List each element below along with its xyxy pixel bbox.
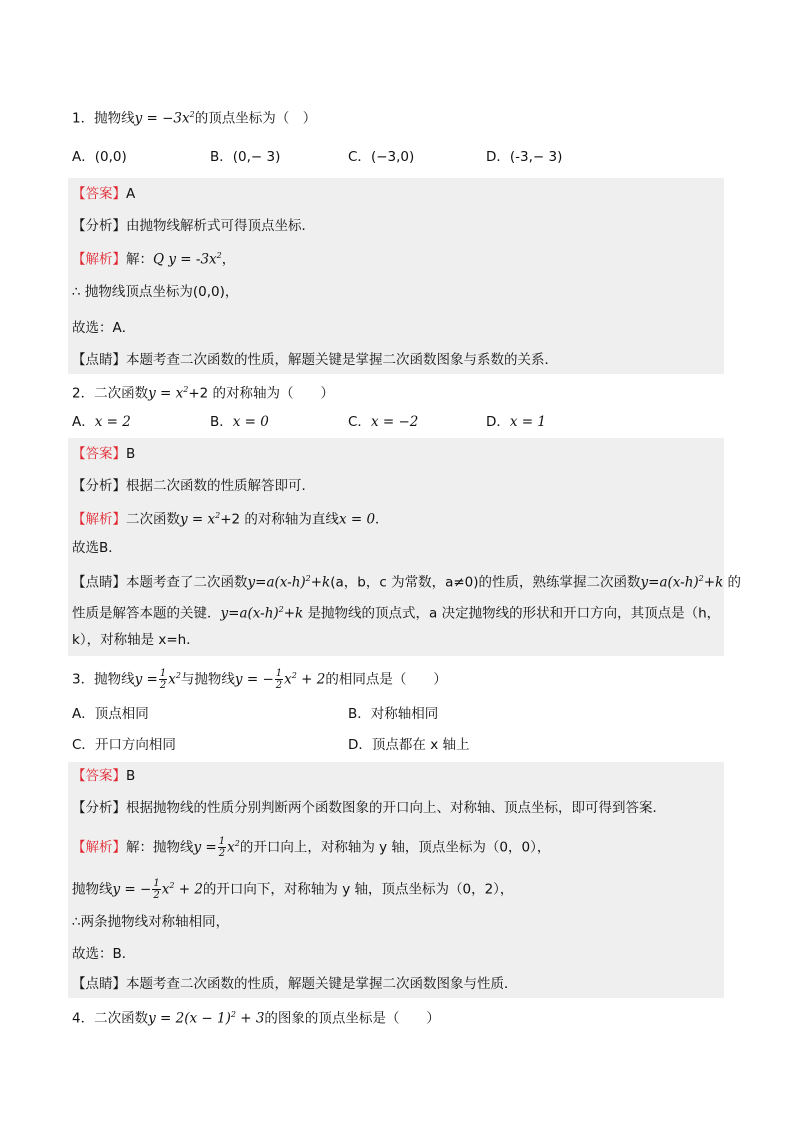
question-3-option-d: D．顶点都在 x 轴上 xyxy=(348,737,470,753)
comment-line: 【点睛】本题考查二次函数的性质，解题关键是掌握二次函数图象与性质． xyxy=(72,976,518,992)
question-2-option-b: B．x = 0 xyxy=(210,414,269,430)
answer-line: 【答案】A xyxy=(72,186,136,202)
question-4-stem: 4．二次函数$y = 2(x - 1)^2 + 3$的图象的顶点坐标是（ ） xyxy=(72,1010,440,1027)
question-1-option-c: C．(−3,0) xyxy=(348,149,415,165)
question-2-option-d: D．x = 1 xyxy=(486,414,547,430)
stem-text: 的顶点坐标为（ ） xyxy=(194,110,317,127)
solution-line: 【解析】解：抛物线y = $\frac{1}{2}$ $x^2$的开口向上，对称轴为 y 轴，顶点坐标为（0，0）， xyxy=(72,836,551,859)
formula: y = −3x xyxy=(134,110,190,127)
solution-line: 【解析】解：Q $y = -3x^2$， xyxy=(72,251,236,268)
solution-line: ∴两条抛物线对称轴相同， xyxy=(72,914,230,930)
formula-exponent: 2 xyxy=(189,110,195,119)
fraction: $\frac{1}{2}$ xyxy=(218,836,226,859)
fraction: $\frac{1}{2}$ xyxy=(275,668,283,691)
comment-line: 性质是解答本题的关键．$y=a(x-h)^2+k$ 是抛物线的顶点式，a 决定抛物线的形状和开口方向，其顶点是（h， xyxy=(72,605,721,622)
comment-line: 【点睛】本题考查了二次函数$y=a(x-h)^2+k(a$，b，c 为常数，a≠0)的性质，熟练掌握二次函数$y=a(x-h)^2+k$ 的 xyxy=(72,574,742,591)
solution-line: 故选B． xyxy=(72,540,122,556)
answer-tag: 【答案】 xyxy=(72,186,126,202)
question-3-option-b: B．对称轴相同 xyxy=(348,706,439,722)
solution-line: 抛物线y = − $\frac{1}{2}$ $x^2 + 2$的开口向下，对称轴为 y 轴，顶点坐标为（0，2）， xyxy=(72,878,514,901)
solution-tag: 【解析】 xyxy=(72,251,126,268)
question-2-answer-block xyxy=(68,438,742,656)
answer-line: 【答案】B xyxy=(72,768,136,784)
question-1-answer-block xyxy=(68,178,724,374)
analysis-line: 【分析】根据抛物线的性质分别判断两个函数图象的开口向上、对称轴、顶点坐标，即可得到答案． xyxy=(72,800,666,816)
question-1-option-a: A．(0,0) xyxy=(72,149,127,165)
question-1-stem xyxy=(72,105,722,129)
answer-line: 【答案】B xyxy=(72,446,136,462)
question-1-option-d: D．(-3,− 3) xyxy=(486,149,563,165)
fraction: $\frac{1}{2}$ xyxy=(159,668,167,691)
question-3-option-a: A．顶点相同 xyxy=(72,706,149,722)
question-2-option-c: C．x = −2 xyxy=(348,414,419,430)
solution-line: 故选：A． xyxy=(72,320,136,336)
stem-text: 1．抛物线 xyxy=(72,110,135,127)
question-2-stem: 2．二次函数$y = x^2+2$ 的对称轴为（ ） xyxy=(72,385,335,402)
solution-line: ∴ 抛物线顶点坐标为(0,0)， xyxy=(72,284,239,300)
question-3-option-c: C．开口方向相同 xyxy=(72,737,176,753)
comment-line: 【点睛】本题考查二次函数的性质，解题关键是掌握二次函数图象与系数的关系． xyxy=(72,352,558,368)
question-2-option-a: A．x = 2 xyxy=(72,414,131,430)
question-3-answer-block xyxy=(68,762,724,998)
comment-line: k），对称轴是 x=h． xyxy=(72,632,200,648)
solution-line: 【解析】二次函数$y = x^2+2$ 的对称轴为直线x = 0． xyxy=(72,511,389,528)
analysis-line: 【分析】根据二次函数的性质解答即可． xyxy=(72,478,315,494)
question-3-stem: 3．抛物线y = $\frac{1}{2}$ $x^2$与抛物线y = − $\frac{1}{2}$ $x^2 + 2$的相同点是（ ） xyxy=(72,668,447,691)
question-1-option-b: B．(0,− 3) xyxy=(210,149,281,165)
solution-line: 故选：B． xyxy=(72,946,136,962)
fraction: $\frac{1}{2}$ xyxy=(153,878,160,901)
analysis-line: 【分析】由抛物线解析式可得顶点坐标． xyxy=(72,218,315,234)
